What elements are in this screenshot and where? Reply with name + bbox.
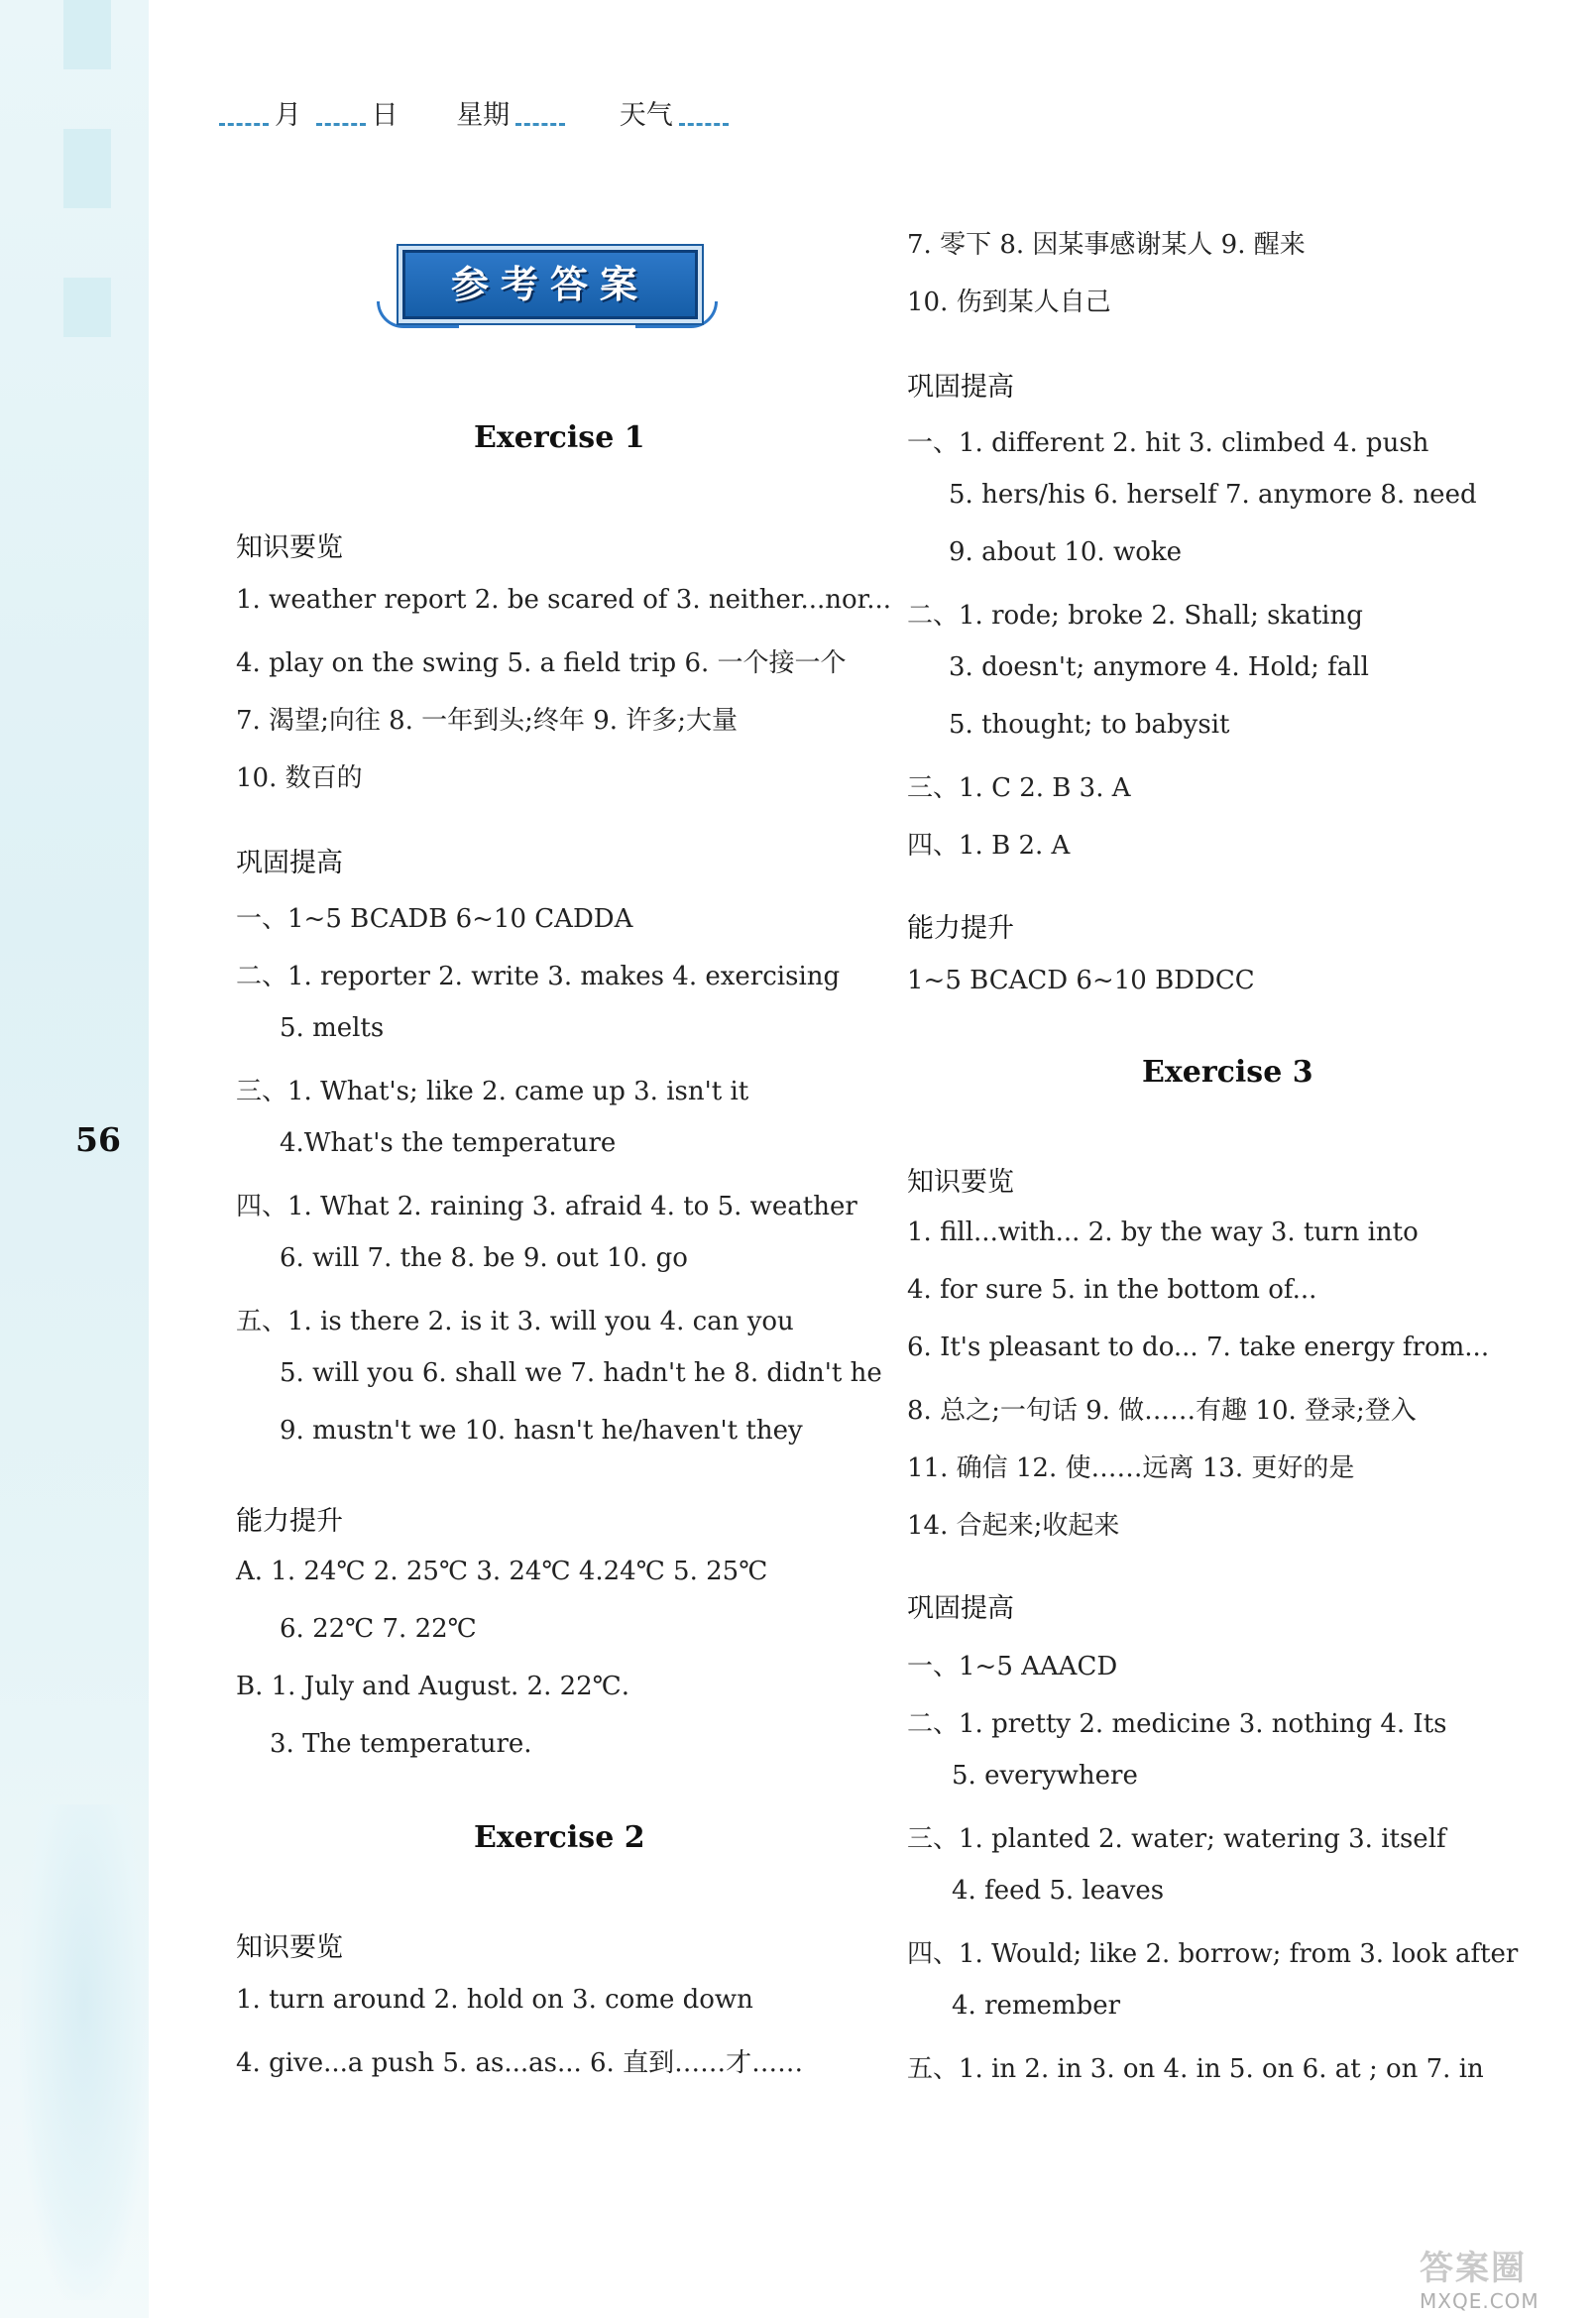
answer-line: 一、1. different 2. hit 3. climbed 4. push (907, 428, 1429, 458)
answer-line: 一、1~5 AAACD (907, 1652, 1118, 1681)
exercise-2-title: Exercise 2 (474, 1820, 645, 1855)
answer-line: 4. for sure 5. in the bottom of... (907, 1275, 1317, 1305)
answer-line: 五、1. in 2. in 3. on 4. in 5. on 6. at ; on 7. in (907, 2054, 1484, 2084)
answer-line: 一、1~5 BCADB 6~10 CADDA (236, 904, 633, 934)
answer-line: 5. hers/his 6. herself 7. anymore 8. need (949, 480, 1477, 510)
day-label: 日 (371, 100, 399, 131)
answer-line: 1. weather report 2. be scared of 3. neither...nor... (236, 585, 892, 615)
sidebar-stripe (63, 129, 111, 208)
blank-line (679, 123, 729, 126)
answer-line: 4. give...a push 5. as...as... 6. 直到……才…… (236, 2048, 804, 2078)
answer-line: 4. remember (952, 1991, 1121, 2021)
decorative-sidebar (0, 0, 149, 2318)
date-header (213, 93, 735, 132)
section-heading: 巩固提高 (236, 848, 343, 878)
answer-line: 三、1. C 2. B 3. A (907, 773, 1131, 803)
answer-line: 6. It's pleasant to do... 7. take energy from... (907, 1333, 1490, 1362)
answer-line: 7. 渴望;向往 8. 一年到头;终年 9. 许多;大量 (236, 706, 739, 736)
sidebar-stripe (63, 0, 111, 69)
exercise-1-title: Exercise 1 (474, 420, 645, 455)
answer-line: 10. 伤到某人自己 (907, 288, 1111, 317)
answer-line: 四、1. What 2. raining 3. afraid 4. to 5. weather (236, 1192, 857, 1221)
section-heading: 能力提升 (236, 1506, 343, 1537)
answer-line: 8. 总之;一句话 9. 做……有趣 10. 登录;登入 (907, 1396, 1417, 1426)
answer-line: B. 1. July and August. 2. 22℃. (236, 1672, 630, 1701)
answer-line: 四、1. Would; like 2. borrow; from 3. look after (907, 1939, 1519, 1969)
answer-line: 11. 确信 12. 使……远离 13. 更好的是 (907, 1453, 1355, 1483)
answer-key-banner (369, 240, 726, 339)
answer-line: 4.What's the temperature (280, 1128, 617, 1158)
answer-line: 1. fill...with... 2. by the way 3. turn into (907, 1217, 1419, 1247)
site-watermark (1420, 2241, 1588, 2313)
weather-label: 天气 (619, 100, 673, 131)
answer-line: 三、1. What's; like 2. came up 3. isn't it (236, 1077, 749, 1106)
answer-line: 6. will 7. the 8. be 9. out 10. go (280, 1243, 688, 1273)
answer-line: 二、1. rode; broke 2. Shall; skating (907, 601, 1363, 631)
watermark-logo: 答案圈 (1420, 2249, 1527, 2288)
page-number: 56 (75, 1120, 121, 1159)
sidebar-stripe (63, 278, 111, 337)
answer-line: 3. doesn't; anymore 4. Hold; fall (949, 652, 1369, 682)
watermark-site: MXQE.COM (1420, 2289, 1539, 2313)
answer-line: 5. will you 6. shall we 7. hadn't he 8. didn't he (280, 1358, 882, 1388)
answer-line: 1~5 BCACD 6~10 BDDCC (907, 966, 1255, 995)
blank-line (316, 123, 366, 126)
section-heading: 巩固提高 (907, 1593, 1014, 1624)
banner-box (402, 250, 698, 319)
blank-line (515, 123, 565, 126)
silhouette-figure (20, 1804, 149, 2300)
answer-line: 四、1. B 2. A (907, 831, 1071, 861)
month-label: 月 (275, 100, 301, 131)
answer-line: 7. 零下 8. 因某事感谢某人 9. 醒来 (907, 230, 1306, 260)
answer-line: 5. everywhere (952, 1761, 1138, 1791)
answer-line: 二、1. pretty 2. medicine 3. nothing 4. Its (907, 1709, 1447, 1739)
answer-line: 6. 22℃ 7. 22℃ (280, 1614, 477, 1644)
answer-line: 9. about 10. woke (949, 537, 1182, 567)
answer-line: 5. melts (280, 1013, 385, 1043)
answer-line: 5. thought; to babysit (949, 710, 1230, 740)
answer-line: 3. The temperature. (270, 1729, 532, 1759)
section-heading: 能力提升 (907, 913, 1014, 944)
section-heading: 知识要览 (236, 532, 343, 563)
answer-line: 10. 数百的 (236, 763, 363, 793)
answer-line: 1. turn around 2. hold on 3. come down (236, 1985, 753, 2015)
answer-line: 4. feed 5. leaves (952, 1876, 1165, 1906)
blank-line (219, 123, 269, 126)
answer-line: 4. play on the swing 5. a field trip 6. 一个接一个 (236, 648, 847, 678)
weekday-label: 星期 (456, 100, 511, 131)
section-heading: 知识要览 (907, 1167, 1014, 1198)
section-heading: 巩固提高 (907, 372, 1014, 403)
answer-line: 三、1. planted 2. water; watering 3. itself (907, 1824, 1446, 1854)
section-heading: 知识要览 (236, 1932, 343, 1963)
exercise-3-title: Exercise 3 (1142, 1055, 1313, 1090)
answer-line: A. 1. 24℃ 2. 25℃ 3. 24℃ 4.24℃ 5. 25℃ (236, 1557, 768, 1586)
answer-line: 14. 合起来;收起来 (907, 1511, 1120, 1541)
answer-line: 9. mustn't we 10. hasn't he/haven't they (280, 1416, 803, 1446)
banner-title: 参考答案 (450, 263, 649, 306)
answer-line: 二、1. reporter 2. write 3. makes 4. exercising (236, 962, 841, 991)
answer-line: 五、1. is there 2. is it 3. will you 4. can you (236, 1307, 794, 1336)
